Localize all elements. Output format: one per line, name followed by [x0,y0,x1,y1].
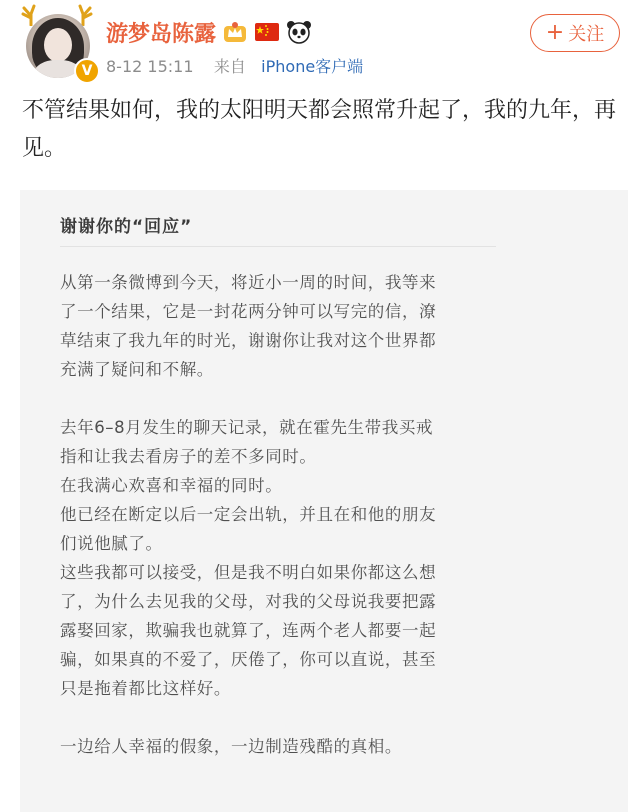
image-text-line: 去年6–8月发生的聊天记录，就在霍先生带我买戒 [60,418,434,437]
image-text-line: 们说他腻了。 [60,534,163,553]
china-flag-icon[interactable] [254,20,280,44]
image-body-text [60,268,500,761]
image-text-line: 他已经在断定以后一定会出轨，并且在和他的朋友 [60,505,437,524]
image-text-line: 骗，如果真的不爱了，厌倦了，你可以直说，甚至 [60,650,437,669]
post-source[interactable]: iPhone客户端 [261,57,364,76]
username-row [106,14,312,50]
image-paragraph [60,413,500,471]
divider [60,246,496,247]
verified-badge-icon: V [74,58,100,84]
image-text-line: 从第一条微博到今天，将近小一周的时间，我等来 [60,273,437,292]
image-text-line: 只是拖着都比这样好。 [60,679,231,698]
image-paragraph [60,500,500,558]
follow-label: 关注 [568,24,605,45]
image-paragraph [60,558,500,703]
post-meta [106,54,363,77]
avatar[interactable] [14,4,102,86]
image-text-line: 露娶回家，欺骗我也就算了，连两个老人都要一起 [60,621,437,640]
plus-icon: + [545,20,565,45]
post-text: 不管结果如何，我的太阳明天都会照常升起了，我的九年，再见。 [22,98,617,161]
post-source-prefix: 来自 [213,57,246,76]
image-text-line: 草结束了我九年的时光，谢谢你让我对这个世界都 [60,331,437,350]
username[interactable]: 游梦岛陈露 [106,21,217,47]
crown-badge-icon[interactable] [222,20,248,44]
image-text-line: 充满了疑问和不解。 [60,360,214,379]
image-text-line: 在我满心欢喜和幸福的同时。 [60,476,283,495]
post-time: 8-12 15:11 [106,57,194,76]
image-text-line: 了，为什么去见我的父母，对我的父母说我要把露 [60,592,437,611]
post-header [0,0,641,90]
panda-icon[interactable] [286,20,312,44]
image-text-line: 一边给人幸福的假象，一边制造残酷的真相。 [60,737,402,756]
image-text-line: 这些我都可以接受，但是我不明白如果你都这么想 [60,563,437,582]
cut-off-text [60,800,500,812]
image-title: 谢谢你的“回应” [60,217,193,237]
image-paragraph [60,732,500,761]
follow-button[interactable] [530,14,620,52]
image-paragraph [60,471,500,500]
image-text-line: 指和让我去看房子的差不多同时。 [60,447,317,466]
image-paragraph [60,268,500,384]
image-text-line: 了一个结果，它是一封花两分钟可以写完的信，潦 [60,302,437,321]
post-image[interactable] [20,190,628,812]
